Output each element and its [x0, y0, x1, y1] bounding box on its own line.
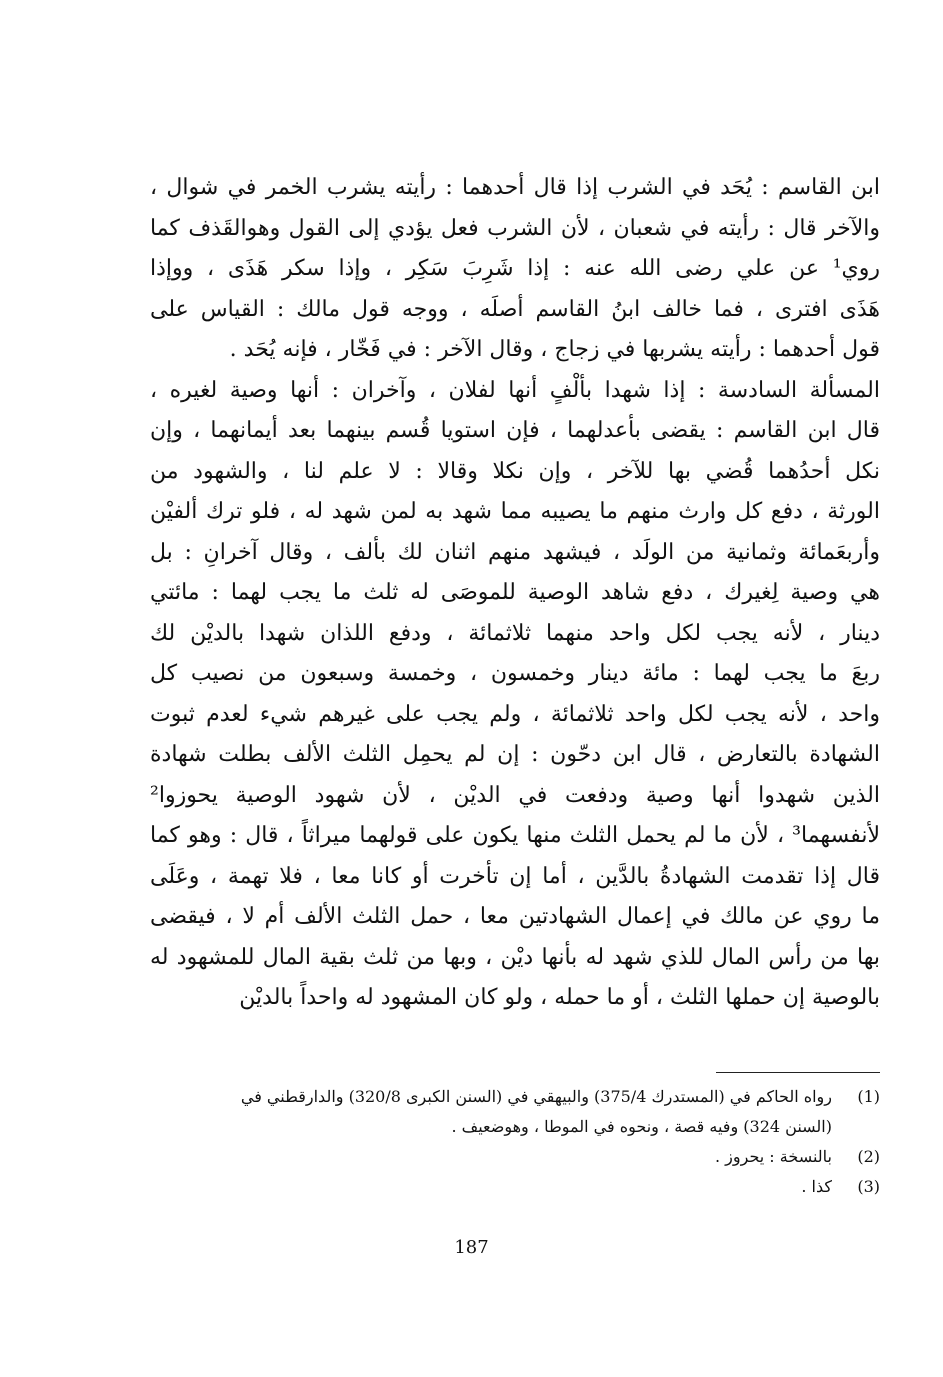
text-line: قال ابن القاسم : يقضى بأعدلهما ، فإن استويا قُسم بينهما بعد أيمانهما ، وإن: [150, 418, 880, 443]
text-line: نكل أحدُهما قُضي بها للآخر ، وإن نكلا وقالا : لا علم لنا ، والشهود من: [150, 458, 880, 484]
text-line: وأربعَمائة وثمانية من الولَد ، فيشهد منهم اثنان لك بألف ، وقال آخرانِ : بل: [150, 539, 880, 565]
footnote-text: بالنسخة : يحروز .: [714, 1147, 832, 1166]
footnote-number: (3): [857, 1177, 880, 1196]
text-line: بها من رأس المال للذي شهد له بأنها ديْن ، وبها من ثلث بقية المال للمشهود له: [150, 944, 880, 970]
footnote-1: [150, 1082, 880, 1112]
text-line: ما روي عن مالك في إعمال الشهادتين معا ، حمل الثلث الألف أم لا ، فيقضى: [150, 904, 880, 929]
page-number: 187: [454, 1237, 489, 1258]
text-line: قول أحدهما : رأيته يشربها في زجاج ، وقال الآخر : في فَخّار ، فإنه يُحَد .: [229, 337, 880, 362]
footnotes: [150, 1082, 880, 1202]
footnote-separator: [716, 1072, 880, 1073]
footnote-text: رواه الحاكم في (المستدرك 375/4) والبيهقي في (السنن الكبرى 320/8) والدارقطني في: [240, 1087, 832, 1106]
text-line: قال إذا تقدمت الشهادةُ بالدَّين ، أما إن تأخرت أو كانا معا ، فلا تهمة ، وعَلَى: [150, 863, 880, 889]
footnote-text: كذا .: [801, 1177, 832, 1196]
footnote-3: [150, 1172, 880, 1202]
text-line: ربعَ ما يجب لهما : مائة دينار وخمسون ، وخمسة وسبعون من نصيب كل: [150, 661, 880, 686]
footnote-text-continuation: (السنن 324) وفيه قصة ، ونحوه في الموطا ، وهوضعيف .: [451, 1117, 832, 1136]
text-line: دينار ، لأنه يجب لكل واحد منهما ثلاثمائة ، ودفع اللذان شهدا بالديْن لك: [150, 620, 880, 646]
footnote-2: [150, 1142, 880, 1172]
text-line: ابن القاسم : يُحَد في الشرب إذا قال أحدهما : رأيته يشرب الخمر في شوال ،: [150, 175, 880, 200]
body-text: [150, 168, 880, 1019]
footnote-number: (2): [857, 1147, 880, 1166]
text-line: واحد ، لأنه يجب لكل واحد ثلاثمائة ، ولم يجب على غيرهم شيء لعدم ثبوت: [150, 701, 880, 727]
text-line: والآخر قال : رأيته في شعبان ، لأن الشرب فعل يؤدي إلى القول وهوالقَذف كما: [150, 215, 880, 241]
text-line: هي وصية لِغيرك ، دفع شاهد الوصية للموصَى له ثلث ما يجب لهما : مائتي: [150, 580, 880, 605]
text-line: الورثة ، دفع كل وارث منهم ما يصيبه مما شهد به لمن شهد له ، فلو ترك ألفيْن: [150, 499, 880, 524]
text-line: لأنفسهما³ ، لأن ما لم يحمل الثلث منها يكون على قولهما ميراثاً ، قال : وهو كما: [150, 823, 880, 848]
footnote-number: (1): [857, 1087, 880, 1106]
text-line: هَذَى افترى ، فما خالف ابنُ القاسم أصلَه ، ووجه قول مالك : القياس على: [150, 296, 880, 322]
text-line: المسألة السادسة : إذا شهدا بألْفٍ أنها لفلان ، وآخران : أنها وصية لغيره ،: [150, 377, 880, 403]
footnote-1-continuation: [150, 1112, 880, 1142]
text-line: روي¹ عن علي رضى الله عنه : إذا شَرِبَ سَكِر ، وإذا سكر هَذَى ، ووإذا: [150, 256, 880, 281]
text-line: بالوصية إن حملها الثلث ، أو ما حمله ، ولو كان المشهود له واحداً بالديْن: [239, 985, 880, 1010]
text-line: الذين شهدوا أنها وصية ودفعت في الديْن ، لأن شهود الوصية يحوزوا²: [150, 782, 880, 808]
text-line: الشهادة بالتعارض ، قال ابن دحّون : إن لم يحمِل الثلث الألف بطلت شهادة: [150, 742, 880, 767]
